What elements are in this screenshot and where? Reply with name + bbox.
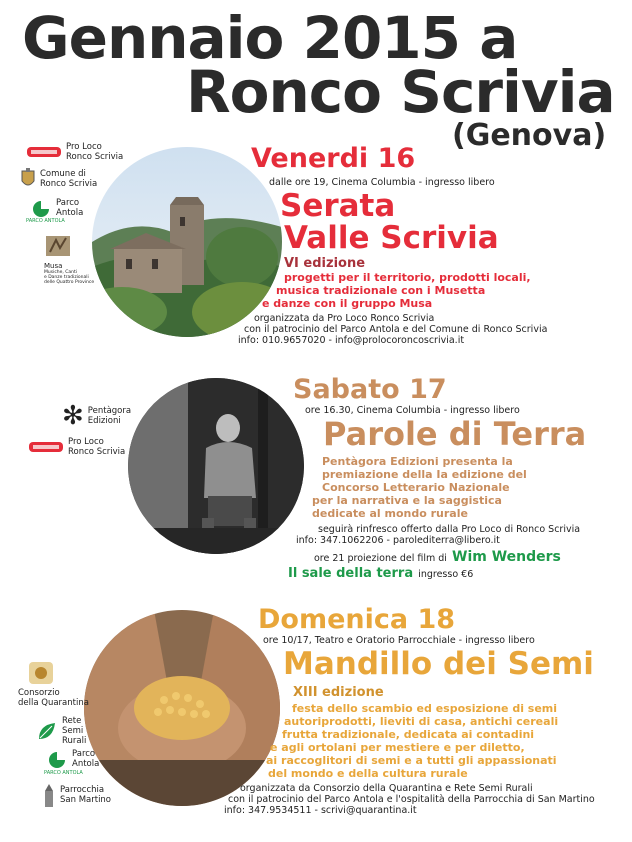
event2-desc-5: dedicate al mondo rurale <box>312 507 468 520</box>
event2-director: Wim Wenders <box>452 549 561 565</box>
event1-day: Venerdi 16 <box>251 143 416 174</box>
rete-semi-logo <box>36 716 86 746</box>
event2-day: Sabato 17 <box>293 374 447 405</box>
parco-antola-mark: PARCO ANTOLA <box>26 218 65 224</box>
proloco-place: Ronco Scrivia <box>66 152 124 162</box>
event2-price: ingresso €6 <box>418 569 474 580</box>
church-icon <box>42 783 56 807</box>
event3-info: info: 347.9534511 - scrivi@quarantina.it <box>224 805 417 816</box>
seeds-illustration <box>84 610 280 806</box>
event2-desc-3: Concorso Letterario Nazionale <box>322 481 510 494</box>
event2-desc-1: Pentàgora Edizioni presenta la <box>322 455 513 468</box>
event3-patron: con il patrocinio del Parco Antola e l'ospitalità della Parrocchia di San Martino <box>228 794 595 805</box>
musa-logo <box>44 234 95 285</box>
title-line-3: (Genova) <box>452 118 607 153</box>
proloco-logo <box>26 142 123 162</box>
event1-desc-3: e danze con il gruppo Musa <box>262 297 433 310</box>
event1-org: organizzata da Pro Loco Ronco Scrivia <box>254 313 435 324</box>
rete-2: Semi <box>62 726 84 736</box>
event3-edition: XIII edizione <box>293 685 384 700</box>
event3-desc-5: ai raccoglitori di semi e a tutti gli appassionati <box>266 754 557 767</box>
parrocchia-name: Parrocchia <box>60 785 105 795</box>
musa-sub-3: delle Quattro Province <box>44 280 95 285</box>
parco-antola-logo <box>30 198 83 218</box>
event3-desc-4: e agli ortolani per mestiere e per diletto, <box>270 741 525 754</box>
event2-title: Parole di Terra <box>323 415 587 453</box>
comune-logo <box>20 168 97 190</box>
coat-of-arms-icon <box>20 168 36 190</box>
asterisk-icon: ✻ <box>62 401 84 431</box>
parco-antola-mark-2: PARCO ANTOLA <box>44 770 83 776</box>
proloco-logo-2 <box>28 437 125 457</box>
event3-desc-3: frutta tradizionale, dedicata ai contadini <box>282 728 535 741</box>
proloco2-place: Ronco Scrivia <box>68 447 126 457</box>
event2-film-pre: ore 21 proiezione del film di <box>314 553 447 564</box>
event3-title: Mandillo dei Semi <box>283 646 594 682</box>
parco-place: Antola <box>56 208 84 218</box>
event3-desc-2: autoriprodotti, lieviti di casa, antichi cereali <box>284 715 559 728</box>
pentagora-logo <box>62 401 132 431</box>
event2-when: ore 16.30, Cinema Columbia - ingresso libero <box>305 405 520 416</box>
reader-illustration <box>128 378 304 554</box>
event2-film-title: Il sale della terra <box>288 566 414 581</box>
title-line-1: Gennaio 2015 a <box>22 4 518 72</box>
musa-name: Musa <box>44 262 63 270</box>
consorzio-place: della Quarantina <box>18 698 89 708</box>
parrocchia-logo <box>42 783 111 807</box>
parco-name: Parco <box>56 198 80 208</box>
event2-refresh: seguirà rinfresco offerto dalla Pro Loco di Ronco Scrivia <box>318 524 581 535</box>
consorzio-logo <box>18 661 89 708</box>
musa-sub-2: e Danze tradizionali <box>44 275 89 280</box>
event1-desc-2: musica tradizionale con i Musetta <box>276 284 486 297</box>
event3-desc-1: festa dello scambio ed esposizione di semi <box>292 702 558 715</box>
event1-title-1: Serata <box>280 188 396 224</box>
consorzio-name: Consorzio <box>18 688 60 698</box>
proloco2-name: Pro Loco <box>68 437 104 447</box>
event3-day: Domenica 18 <box>258 604 456 635</box>
rete-1: Rete <box>62 716 82 726</box>
parrocchia-place: San Martino <box>60 795 112 805</box>
event2-info: info: 347.1062206 - parolediterra@libero.it <box>296 535 500 546</box>
event1-info: info: 010.9657020 - info@prolocoroncoscrivia.it <box>238 335 465 346</box>
event1-when: dalle ore 19, Cinema Columbia - ingresso libero <box>269 177 495 188</box>
leaf-icon <box>36 720 58 742</box>
musa-icon <box>44 234 72 258</box>
castle-photo <box>92 147 282 337</box>
comune-name: Comune di <box>40 169 86 179</box>
event1-desc-1: progetti per il territorio, prodotti locali, <box>284 271 531 284</box>
event3-desc-6: del mondo e della cultura rurale <box>268 767 468 780</box>
seeds-photo <box>84 610 280 806</box>
title-line-2: Ronco Scrivia <box>186 58 615 126</box>
pentagora-sub: Edizioni <box>87 416 121 426</box>
event3-when: ore 10/17, Teatro e Oratorio Parrocchiale - ingresso libero <box>263 635 535 646</box>
parco-antola-logo-2 <box>46 749 99 769</box>
event1-edition: VI edizione <box>284 256 366 271</box>
castle-illustration <box>92 147 282 337</box>
consorzio-icon <box>28 661 54 685</box>
proloco-icon <box>26 145 62 159</box>
musa-sub-1: Musiche, Canti <box>44 270 78 275</box>
pentagora-name: Pentàgora <box>87 406 132 416</box>
event1-patron: con il patrocinio del Parco Antola e del Comune di Ronco Scrivia <box>244 324 548 335</box>
event2-desc-2: premiazione della Ia edizione del <box>322 468 527 481</box>
event2-desc-4: per la narrativa e la saggistica <box>312 494 502 507</box>
proloco-icon-2 <box>28 440 64 454</box>
reader-photo <box>128 378 304 554</box>
event1-title-2: Valle Scrivia <box>284 220 499 256</box>
parco2-place: Antola <box>72 759 100 769</box>
proloco-name: Pro Loco <box>66 142 102 152</box>
parco-antola-icon-2 <box>46 750 68 768</box>
event2-film-line-2 <box>288 562 473 581</box>
event3-org: organizzata da Consorzio della Quarantina e Rete Semi Rurali <box>240 783 533 794</box>
comune-place: Ronco Scrivia <box>40 179 98 189</box>
parco-antola-icon <box>30 199 52 217</box>
parco2-name: Parco <box>72 749 96 759</box>
rete-3: Rurali <box>62 736 87 746</box>
